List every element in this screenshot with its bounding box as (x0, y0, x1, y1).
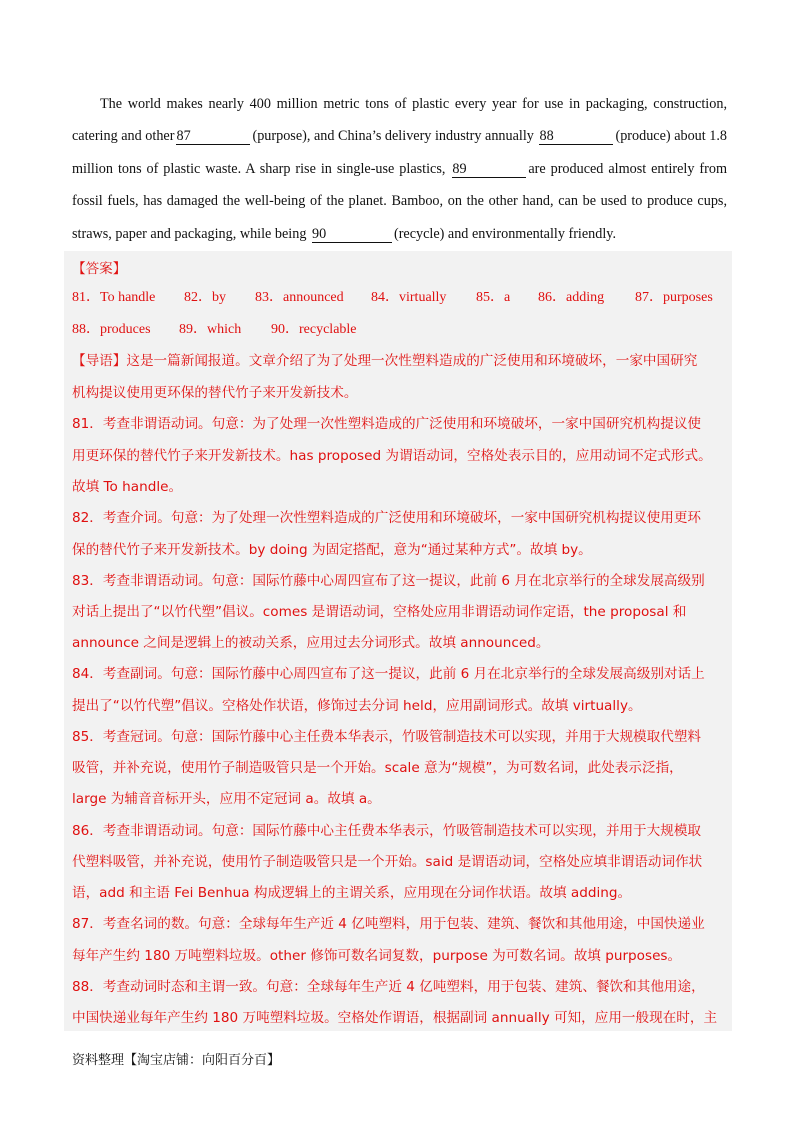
explanation-line: 83．考查非谓语动词。句意：国际竹藤中心周四宣布了这一提议，此前 6 月在北京举行的全球发展高级别 (72, 573, 705, 589)
answer-item: 82．by (184, 290, 226, 305)
explanation-line: announce 之间是逻辑上的被动关系，应用过去分词形式。故填 announced。 (72, 635, 550, 651)
explanation-line: 81．考查非谓语动词。句意：为了处理一次性塑料造成的广泛使用和环境破坏，一家中国研究机构提议使 (72, 416, 702, 432)
explanation-line: 87．考查名词的数。句意：全球每年生产近 4 亿吨塑料，用于包装、建筑、餐饮和其他用途，中国快递业 (72, 916, 705, 932)
explanation-line: 保的替代竹子来开发新技术。by doing 为固定搭配，意为“通过某种方式”。故填 by。 (72, 542, 592, 558)
explanation-line: 85．考查冠词。句意：国际竹藤中心主任费本华表示，竹吸管制造技术可以实现，并用于大规模取代塑料 (72, 729, 702, 745)
answer-item: 84．virtually (371, 290, 447, 305)
passage-text: The world makes nearly 400 million metric tons of plastic every year for use in packaging, construction, catering and other (72, 96, 727, 145)
explanation-line: 机构提议使用更环保的替代竹子来开发新技术。 (72, 385, 358, 401)
explanation-line: 语，add 和主语 Fei Benhua 构成逻辑上的主谓关系，应用现在分词作状语。故填 adding。 (72, 885, 632, 901)
explanation-line: 用更环保的替代竹子来开发新技术。has proposed 为谓语动词，空格处表示目的，应用动词不定式形式。 (72, 448, 712, 464)
blank-87: 87 (176, 128, 250, 145)
passage-text: (purpose), and China’s delivery industry annually (252, 128, 534, 145)
answer-heading: 【答案】 (72, 261, 127, 277)
explanation-line: 86．考查非谓语动词。句意：国际竹藤中心主任费本华表示，竹吸管制造技术可以实现，并用于大规模取 (72, 823, 702, 839)
explanation-line: 中国快递业每年产生约 180 万吨塑料垃圾。空格处作谓语，根据副词 annually 可知，应用一般现在时，主 (72, 1010, 718, 1026)
answer-item: 83．announced (255, 290, 344, 305)
page-footer: 资料整理【淘宝店铺：向阳百分百】 (72, 1053, 281, 1068)
explanation-line: 每年产生约 180 万吨塑料垃圾。other 修饰可数名词复数，purpose 为可数名词。故填 purposes。 (72, 948, 682, 964)
blank-88: 88 (539, 128, 613, 145)
answer-item: 81．To handle (72, 290, 156, 305)
explanation-line: large 为辅音音标开头，应用不定冠词 a。故填 a。 (72, 791, 381, 807)
answer-item: 85．a (476, 290, 511, 305)
explanation-line: 82．考查介词。句意：为了处理一次性塑料造成的广泛使用和环境破坏，一家中国研究机构提议使用更环 (72, 510, 702, 526)
explanation-line: 88．考查动词时态和主谓一致。句意：全球每年生产近 4 亿吨塑料，用于包装、建筑、餐饮和其他用途， (72, 979, 705, 995)
answer-item: 90．recyclable (271, 322, 357, 337)
explanation-line: 故填 To handle。 (72, 479, 183, 495)
explanation-line: 代塑料吸管，并补充说，使用竹子制造吸管只是一个开始。said 是谓语动词，空格处应填非谓语动词作状 (72, 854, 703, 870)
explanation-line: 吸管，并补充说，使用竹子制造吸管只是一个开始。scale 意为“规模”，为可数名词，此处表示泛指， (72, 760, 683, 776)
explanation-line: 【导语】这是一篇新闻报道。文章介绍了为了处理一次性塑料造成的广泛使用和环境破坏，一家中国研究 (72, 353, 698, 369)
passage-text: (produce) about 1.8 million tons of plastic waste. A sharp rise in single-use plastics, (72, 128, 728, 177)
explanation-line: 84．考查副词。句意：国际竹藤中心周四宣布了这一提议，此前 6 月在北京举行的全球发展高级别对话上 (72, 666, 705, 682)
answer-item: 88．produces (72, 322, 151, 337)
passage-text: (recycle) and environmentally friendly. (393, 225, 617, 242)
passage-paragraph (72, 88, 727, 250)
answer-item: 87．purposes (635, 290, 713, 305)
blank-90: 90 (312, 226, 392, 243)
explanation-line: 对话上提出了“以竹代塑”倡议。comes 是谓语动词，空格处应用非谓语动词作定语，the proposal 和 (72, 604, 687, 620)
explanation-line: 提出了“以竹代塑”倡议。空格处作状语，修饰过去分词 held，应用副词形式。故填 virtually。 (72, 698, 642, 714)
blank-89: 89 (452, 161, 526, 178)
passage-text: are produced almost entirely from fossil fuels, has damaged the well-being of the planet. Bamboo, on the other hand, can be used to produce cups, straws, paper and packaging, while being (72, 160, 727, 242)
answer-item: 89．which (179, 322, 242, 337)
answer-item: 86．adding (538, 290, 605, 305)
